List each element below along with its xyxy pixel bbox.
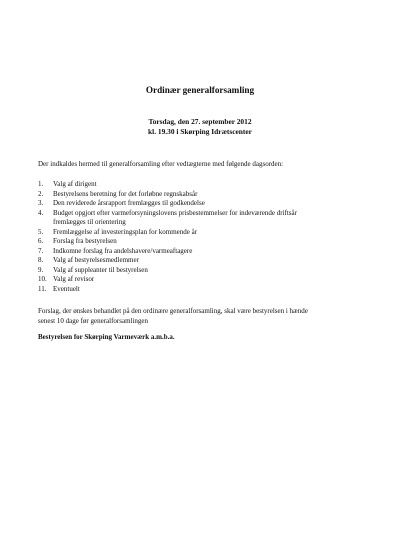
meeting-time-place: kl. 19.30 i Skørping Idrætscenter [148, 127, 252, 136]
agenda-item-line: Valg af dirigent [53, 180, 97, 188]
agenda-item-text [53, 275, 368, 285]
proposals-note-line: Forslag, der ønskes behandlet på den ordinære generalforsamling, skal være bestyrelsen i hænde [38, 307, 308, 315]
agenda-item-text [53, 237, 368, 247]
agenda-item-number: 1. [38, 180, 44, 188]
agenda-item [38, 256, 368, 266]
agenda-item-number: 10. [38, 275, 47, 283]
agenda-item-line: Bestyrelsens beretning for det forløbne regnskabsår [53, 189, 198, 198]
agenda-item [38, 190, 368, 200]
agenda-item-number: 8. [38, 256, 44, 264]
agenda-item-text [53, 256, 368, 266]
agenda-item-text [53, 247, 368, 257]
agenda-item-line: Den reviderede årsrapport fremlægges til godkendelse [53, 199, 205, 207]
agenda-item [38, 266, 368, 276]
proposals-note [38, 307, 368, 326]
document-title: Ordinær generalforsamling [145, 85, 255, 95]
agenda-item-line: Indkomne forslag fra andelshavere/varmeaftagere [53, 246, 193, 255]
agenda-item [38, 285, 368, 295]
meeting-date: Torsdag, den 27. september 2012 [148, 117, 252, 126]
agenda-item-line: Valg af suppleanter til bestyrelsen [53, 265, 148, 274]
agenda-item-line: Eventuelt [53, 284, 80, 293]
agenda-item-line: Budget opgjort efter varmeforsyningslovens prisbestemmelser for indeværende driftsår [53, 208, 297, 217]
agenda-item-line: Valg af revisor [53, 275, 95, 283]
agenda-item-text [53, 285, 368, 295]
agenda-item [38, 180, 368, 190]
agenda-item-line: fremlægges til orientering [53, 218, 126, 226]
agenda-item-text [53, 266, 368, 276]
agenda-item-number: 6. [38, 237, 44, 245]
agenda-item-number: 9. [38, 265, 44, 274]
agenda-item-text [53, 180, 368, 190]
agenda-list [38, 180, 368, 294]
agenda-item-text [53, 209, 368, 228]
agenda-item-number: 7. [38, 246, 44, 255]
agenda-item-line: Forslag fra bestyrelsen [53, 237, 117, 245]
board-signature: Bestyrelsen for Skørping Varmeværk a.m.b.a. [38, 333, 175, 341]
agenda-item [38, 237, 368, 247]
intro-paragraph: Der indkaldes hermed til generalforsamling efter vedtægterne med følgende dagsorden: [38, 160, 284, 168]
agenda-item-text [53, 199, 368, 209]
agenda-item-number: 11. [38, 284, 47, 293]
agenda-item-number: 2. [38, 189, 44, 198]
agenda-item [38, 199, 368, 209]
agenda-item-text [53, 190, 368, 200]
agenda-item-number: 5. [38, 227, 44, 236]
agenda-item-number: 3. [38, 199, 44, 207]
agenda-item [38, 209, 368, 228]
proposals-note-line: senest 10 dage før generalforsamlingen [38, 316, 149, 325]
agenda-item-number: 4. [38, 208, 44, 217]
agenda-item [38, 228, 368, 238]
agenda-item [38, 275, 368, 285]
meeting-details [0, 117, 400, 137]
agenda-item [38, 247, 368, 257]
agenda-item-text [53, 228, 368, 238]
agenda-item-line: Fremlæggelse af investeringsplan for kommende år [53, 227, 198, 236]
agenda-item-line: Valg af bestyrelsesmedlemmer [53, 256, 139, 264]
